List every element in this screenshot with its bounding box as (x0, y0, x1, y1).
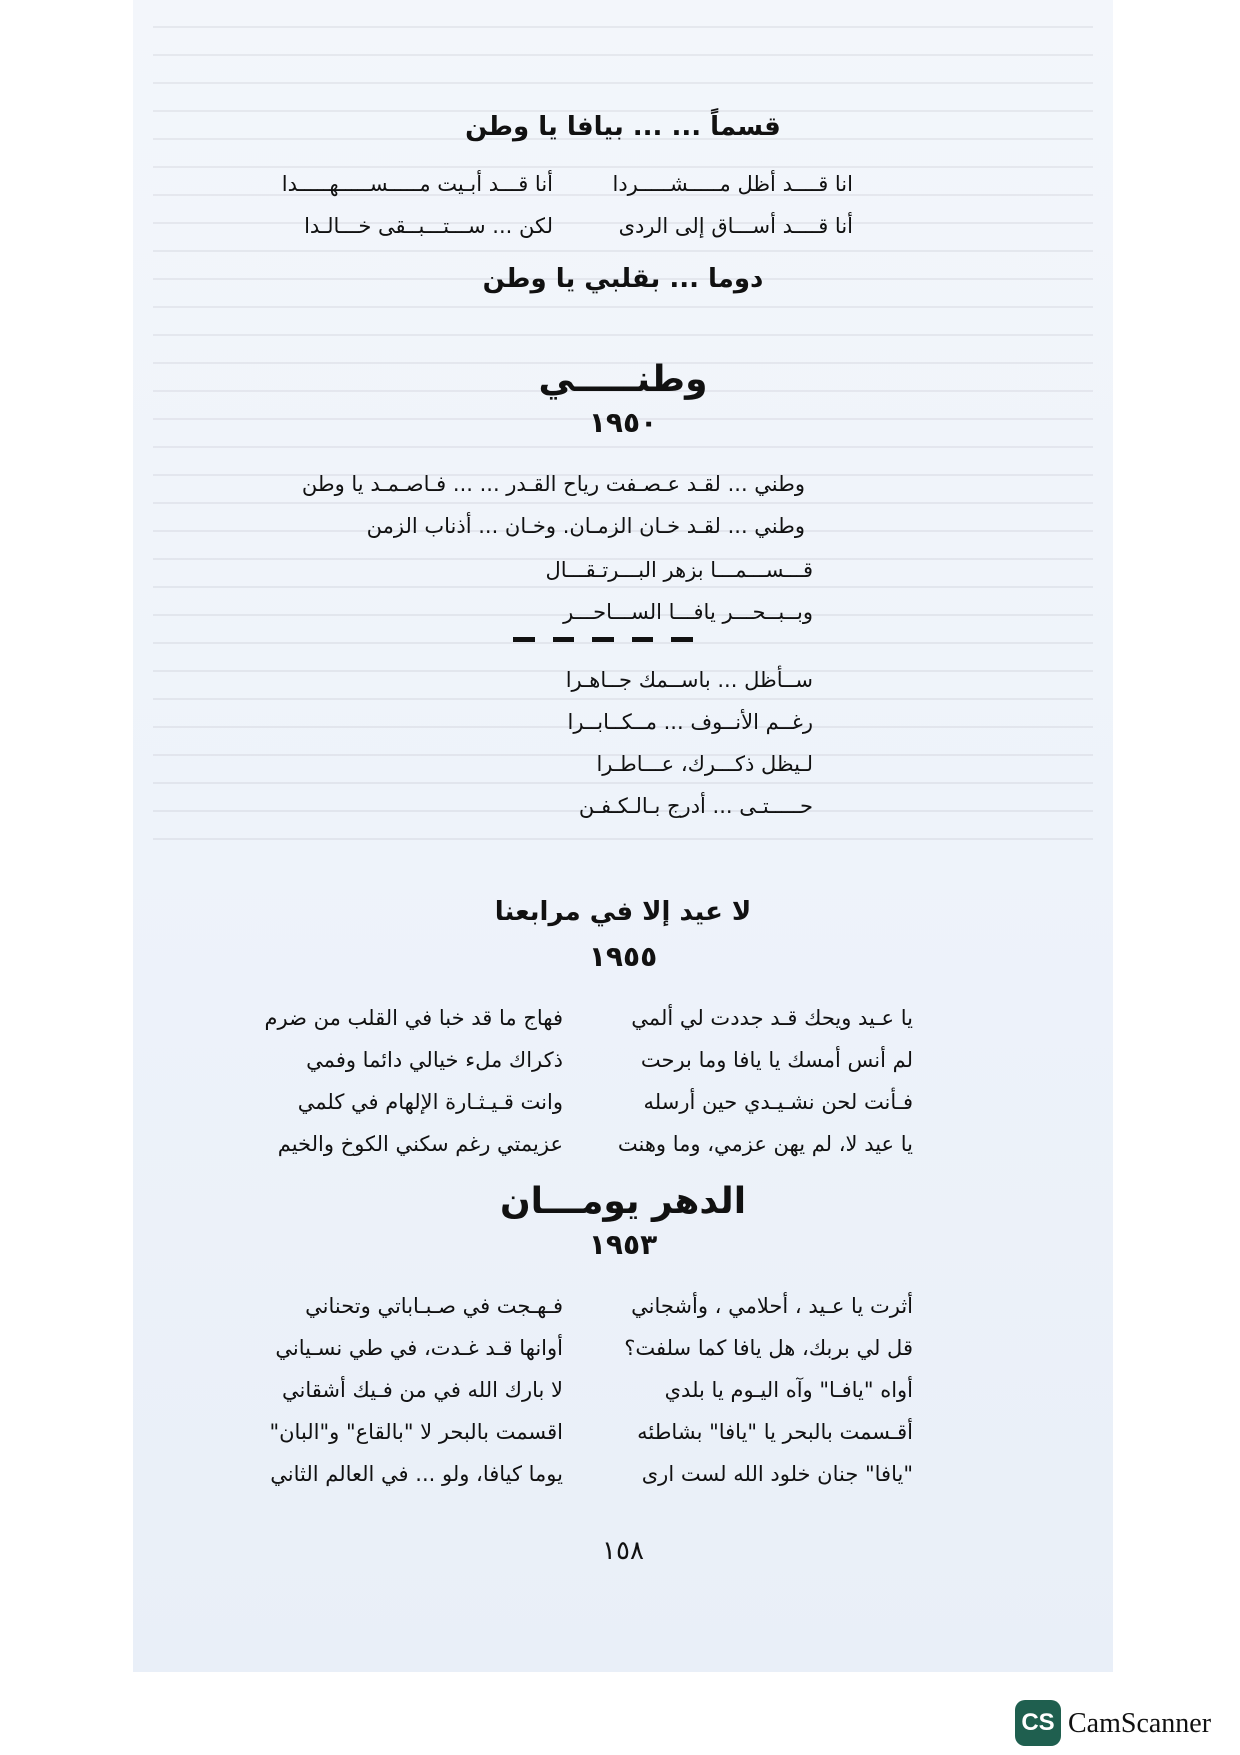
camscanner-logo-icon: CS (1015, 1700, 1061, 1746)
poem3-line-2-left: ذكراك ملء خيالي دائما وفمي (306, 1048, 563, 1072)
poem4-line-3-right: أواه "يافـا" وآه اليـوم يا بلدي (664, 1378, 913, 1402)
poem4-line-1-left: فـهـجت في صـبـاباتي وتحناني (305, 1294, 563, 1318)
poem1-line-1-left: أنا قـــد أبـيت مـــــســـــهـــــدا (281, 172, 553, 196)
poem4-line-5-right: "يافا" جنان خلود الله لست ارى (641, 1462, 913, 1486)
poem3-title: لا عيد إلا في مرابعنا (494, 897, 752, 927)
poem3-line-4-left: عزيمتي رغم سكني الكوخ والخيم (277, 1132, 563, 1156)
poem1-closing: دوما ... بقلبي يا وطن (482, 264, 764, 294)
poem2-line-2: وطني ... لقـد خـان الزمـان. وخـان ... أذناب الزمن (366, 514, 805, 538)
poem3-line-3-right: فـأنت لحن نشـيـدي حين أرسله (643, 1090, 913, 1114)
poem4-title: الدهر يومـــان (499, 1181, 747, 1222)
poem2-year: ١٩٥٠ (588, 406, 658, 439)
poem3-year: ١٩٥٥ (588, 940, 658, 973)
poem4-line-3-left: لا بارك الله في من فـيك أشقاني (282, 1378, 563, 1402)
poem2-line-3: قـــســـمـــا بزهر البـــرتـقـــال (545, 558, 813, 582)
poem1-line-2-right: أنا قــــد أســـاق إلى الردى (618, 214, 853, 238)
poem2-line-4: وبــبــحـــر يافـــا الســـاحـــر (563, 600, 813, 624)
poem4-line-5-left: يوما كيافا، ولو ... في العالم الثاني (270, 1462, 563, 1486)
camscanner-brand: CamScanner (1068, 1708, 1212, 1739)
poem2-line-6: رغــم الأنــوف ... مــكــابــرا (567, 710, 813, 734)
poem2-line-1: وطني ... لقـد عـصـفت رياح القـدر ... ... فـاصـمـد يا وطن (301, 472, 805, 496)
poem3-line-3-left: وانت قـيـثـارة الإلهام في كلمي (297, 1090, 563, 1114)
poem4-line-2-left: أوانها قـد غـدت، في طي نسـياني (275, 1336, 563, 1360)
poem1-line-1-right: انا قــــد أظل مـــــشـــــردا (612, 172, 853, 196)
section-divider (513, 637, 693, 643)
poem4-year: ١٩٥٣ (588, 1228, 658, 1261)
poem2-title: وطنـــــي (538, 359, 708, 400)
poem2-line-8: حـــــتـى ... أدرج بـالـكـفـن (578, 794, 813, 818)
scanned-page (133, 0, 1113, 1672)
poem3-line-1-right: يا عـيد ويحك قـد جددت لي ألمي (631, 1006, 913, 1030)
poem4-line-4-left: اقسمت بالبحر لا "بالقاع" و"البان" (269, 1420, 563, 1444)
poem2-line-5: ســأظل ... باســمك جــاهـرا (565, 668, 813, 692)
poem3-line-4-right: يا عيد لا، لم يهن عزمي، وما وهنت (617, 1132, 913, 1156)
page-number: ١٥٨ (602, 1536, 644, 1566)
poem2-line-7: لـيظل ذكـــرك، عـــاطـرا (596, 752, 813, 776)
poem4-line-2-right: قل لي بربك، هل يافا كما سلفت؟ (624, 1336, 913, 1360)
poem4-line-4-right: أقـسمت بالبحر يا "يافا" بشاطئه (637, 1420, 913, 1444)
poem3-line-2-right: لم أنس أمسك يا يافا وما برحت (640, 1048, 913, 1072)
poems-page (133, 0, 1113, 1672)
poem1-line-2-left: لكن ... ســـتـــبــقى خـــالـدا (304, 214, 553, 238)
poem3-line-1-left: فهاج ما قد خبا في القلب من ضرم (264, 1006, 563, 1030)
poem4-line-1-right: أثرت يا عـيد ، أحلامي ، وأشجاني (631, 1294, 913, 1318)
poem1-title: قسماً ... ... بيافا يا وطن (465, 112, 781, 142)
